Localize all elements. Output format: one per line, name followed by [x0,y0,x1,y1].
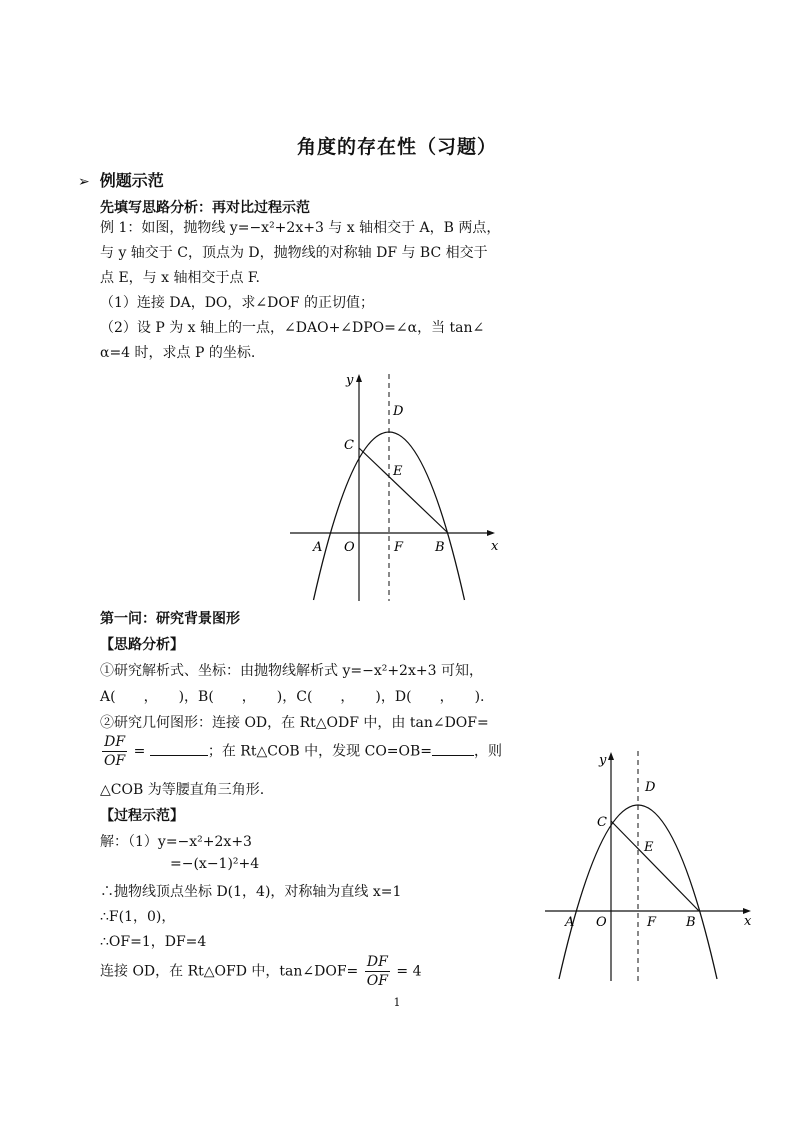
problem-line: 与 y 轴交于 C，顶点为 D，抛物线的对称轴 DF 与 BC 相交于 [100,245,488,261]
label-b: B [686,915,696,930]
problem-statement [100,216,525,366]
label-a: A [565,915,575,930]
label-e: E [644,840,654,855]
problem-line: 例 1：如图，抛物线 y=−x²+2x+3 与 x 轴相交于 A，B 两点， [100,220,501,236]
answer-blank[interactable] [150,741,208,756]
label-a: A [313,540,323,555]
label-o: O [344,540,355,555]
part1-heading: 第一问：研究背景图形 [100,611,240,627]
solution-line-5: ∴OF=1，DF=4 [100,934,207,950]
label-d: D [393,404,404,419]
solution-line-6 [100,953,421,990]
label-d: D [645,780,656,795]
problem-line: （1）连接 DA，DO，求∠DOF 的正切值； [100,295,374,311]
y-axis-arrow-icon [356,374,362,382]
process-heading: 【过程示范】 [100,808,184,824]
label-f: F [647,915,657,930]
arrow-bullet-icon: ➢ [78,174,90,190]
label-x: x [491,539,499,554]
problem-line: （2）设 P 为 x 轴上的一点，∠DAO+∠DPO=∠α，当 tan∠ [100,320,485,336]
fraction-numerator: DF [365,953,390,972]
page-number: 1 [393,996,401,1009]
section-label: 例题示范 [99,171,164,190]
solution-line-3: ∴抛物线顶点坐标 D(1，4)，对称轴为直线 x=1 [100,884,402,900]
label-c: C [344,438,354,453]
instruction-heading: 先填写思路分析：再对比过程示范 [100,200,310,216]
analysis-line-3: ②研究几何图形：连接 OD，在 Rt△ODF 中，由 tan∠DOF= [100,715,489,731]
label-y: y [599,753,607,768]
solution-line-2: =−(x−1)²+4 [170,856,260,872]
segment-cb [359,448,448,533]
parabola-figure-main [285,368,505,604]
solution-line-4: ∴F(1，0)， [100,909,176,925]
label-y: y [346,373,354,388]
analysis-line-2: A( ， )，B( ， )，C( ， )，D( ， ). [100,689,485,705]
solution-result: = 4 [396,963,422,980]
fraction-df-of [365,953,390,990]
analysis-line-1: ①研究解析式、坐标：由抛物线解析式 y=−x²+2x+3 可知， [100,663,483,679]
label-f: F [394,540,404,555]
fraction-denominator: OF [104,753,126,769]
label-c: C [597,815,607,830]
solution-line-6-text: 连接 OD，在 Rt△OFD 中，tan∠DOF= [100,963,359,980]
label-e: E [393,464,403,479]
analysis-line-5: △COB 为等腰直角三角形. [100,782,265,798]
y-axis-arrow-icon [608,752,614,760]
analysis-heading: 【思路分析】 [100,637,184,653]
label-b: B [435,540,445,555]
fraction-denominator: OF [366,973,388,989]
label-x: x [744,914,752,929]
analysis-line-4 [100,733,502,770]
parabola-figure-side [540,745,762,983]
problem-line: α=4 时，求点 P 的坐标. [100,345,256,361]
fraction-df-of [102,733,127,770]
fraction-numerator: DF [102,733,127,752]
label-o: O [596,915,607,930]
problem-line: 点 E，与 x 轴相交于点 F. [100,270,260,286]
solution-line-1: 解：（1）y=−x²+2x+3 [100,834,252,850]
x-axis-arrow-icon [487,530,495,536]
page-title: 角度的存在性（习题） [296,136,497,158]
equals-sign: = [133,743,146,760]
section-heading [78,168,164,191]
segment-cb [611,821,699,911]
answer-blank[interactable] [432,741,474,756]
analysis-line-4-mid: ；在 Rt△COB 中，发现 CO=OB= [207,743,433,760]
analysis-line-4-end: ，则 [474,743,503,760]
